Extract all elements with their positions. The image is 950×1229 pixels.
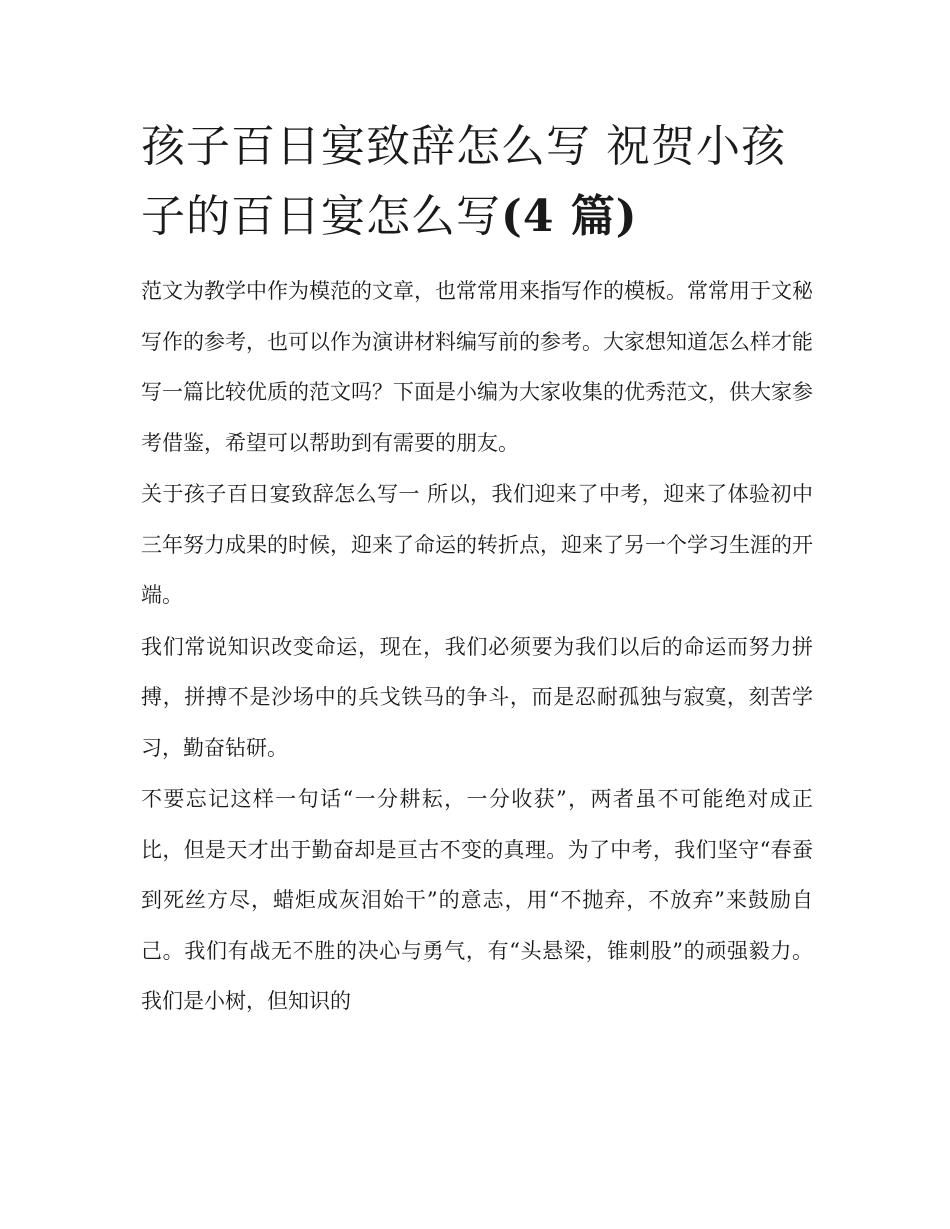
document-title-main: 孩子百日宴致辞怎么写 祝贺小孩子的百日宴怎么写 — [141, 121, 786, 242]
paragraph-2: 我们常说知识改变命运，现在，我们必须要为我们以后的命运而努力拼搏，拼搏不是沙场中的兵戈铁马的争斗，而是忍耐孤独与寂寞，刻苦学习，勤奋钻研。 — [141, 634, 813, 760]
document-body — [141, 112, 813, 1028]
paragraph-1: 关于孩子百日宴致辞怎么写一 所以，我们迎来了中考，迎来了体验初中三年努力成果的时候，迎来了命运的转折点，迎来了另一个学习生涯的开端。 — [141, 482, 813, 607]
document-title — [141, 112, 813, 252]
document-title-suffix: (4 篇) — [501, 191, 638, 242]
paragraph-3: 不要忘记这样一句话“一分耕耘，一分收获”，两者虽不可能绝对成正比，但是天才出于勤奋却是亘古不变的真理。为了中考，我们坚守“春蚕到死丝方尽，蜡炬成灰泪始干”的意志，用“不抛弃，不放弃”来鼓励自己。我们有战无不胜的决心与勇气，有“头悬梁，锥刺股”的顽强毅力。我们是小树，但知识的 — [141, 787, 813, 1013]
paragraph-intro: 范文为教学中作为模范的文章，也常常用来指写作的模板。常常用于文秘写作的参考，也可以作为演讲材料编写前的参考。大家想知道怎么样才能写一篇比较优质的范文吗？下面是小编为大家收集的优秀范文，供大家参考借鉴，希望可以帮助到有需要的朋友。 — [141, 279, 813, 455]
